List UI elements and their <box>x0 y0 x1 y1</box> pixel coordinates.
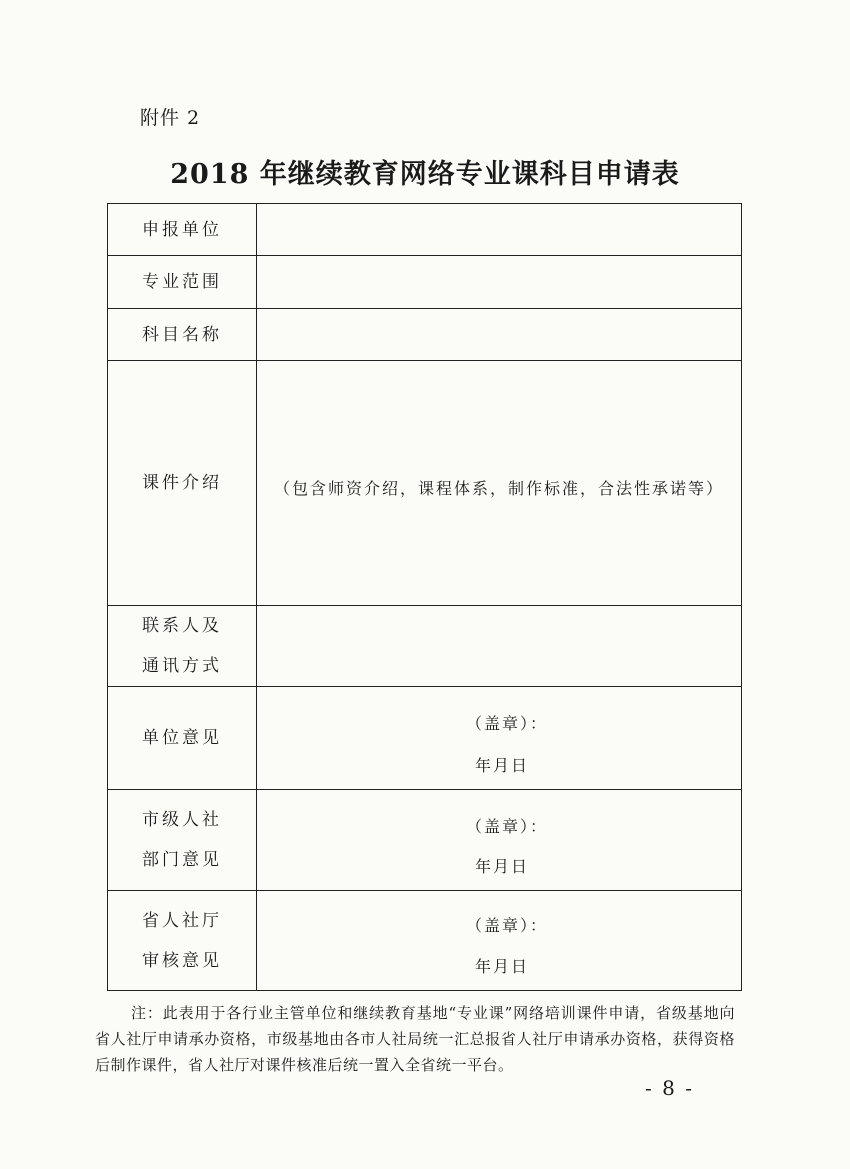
city-dept-opinion-field[interactable] <box>257 790 742 891</box>
attachment-label: 附件 2 <box>140 107 201 129</box>
unit-opinion-field[interactable] <box>257 687 742 790</box>
unit-opinion-label: 单位意见 <box>108 687 257 790</box>
date-label: 年月日 <box>475 957 530 976</box>
reporting-unit-field[interactable] <box>257 204 742 256</box>
prov-dept-label-line2: 审核意见 <box>142 950 222 971</box>
contact-label <box>108 606 257 687</box>
seal-label: （盖章）： <box>466 714 549 733</box>
page-number: - 8 - <box>645 1076 694 1100</box>
seal-label: （盖章）： <box>466 916 549 935</box>
courseware-intro-field[interactable] <box>257 361 742 606</box>
contact-label-line2: 通讯方式 <box>142 656 222 676</box>
row-unit-opinion <box>108 687 742 790</box>
date-label: 年月日 <box>475 756 530 775</box>
application-form-table <box>107 203 742 991</box>
row-courseware-intro <box>108 361 742 606</box>
row-reporting-unit <box>108 204 742 256</box>
row-subject-name <box>108 309 742 361</box>
seal-label: （盖章）： <box>466 817 549 836</box>
major-scope-field[interactable] <box>257 256 742 309</box>
subject-name-label: 科目名称 <box>108 309 257 361</box>
unit-opinion-seal-area <box>257 687 741 789</box>
row-major-scope <box>108 256 742 309</box>
city-dept-label <box>108 790 257 891</box>
row-city-dept-opinion <box>108 790 742 891</box>
prov-dept-label <box>108 891 257 991</box>
contact-field[interactable] <box>257 606 742 687</box>
prov-dept-seal-area <box>257 891 741 990</box>
date-label: 年月日 <box>475 857 530 876</box>
reporting-unit-label: 申报单位 <box>108 204 257 256</box>
contact-label-line1: 联系人及 <box>142 616 222 636</box>
prov-dept-label-line1: 省人社厅 <box>142 910 222 931</box>
row-prov-dept-opinion <box>108 891 742 991</box>
subject-name-field[interactable] <box>257 309 742 361</box>
courseware-intro-hint: （包含师资介绍，课程体系，制作标准，合法性承诺等） <box>273 479 724 498</box>
city-dept-label-line2: 部门意见 <box>142 850 222 870</box>
major-scope-label: 专业范围 <box>108 256 257 309</box>
city-dept-label-line1: 市级人社 <box>142 810 222 830</box>
city-dept-seal-area <box>257 790 741 890</box>
document-title: 2018 年继续教育网络专业课科目申请表 <box>170 159 680 190</box>
prov-dept-opinion-field[interactable] <box>257 891 742 991</box>
courseware-intro-label: 课件介绍 <box>108 361 257 606</box>
row-contact <box>108 606 742 687</box>
footnote: 注：此表用于各行业主管单位和继续教育基地“专业课”网络培训课件申请，省级基地向省人社厅申请承办资格，市级基地由各市人社局统一汇总报省人社厅申请承办资格，获得资格后制作课件，省人社厅对课件核准后统一置入全省统一平台。 <box>95 1004 735 1074</box>
